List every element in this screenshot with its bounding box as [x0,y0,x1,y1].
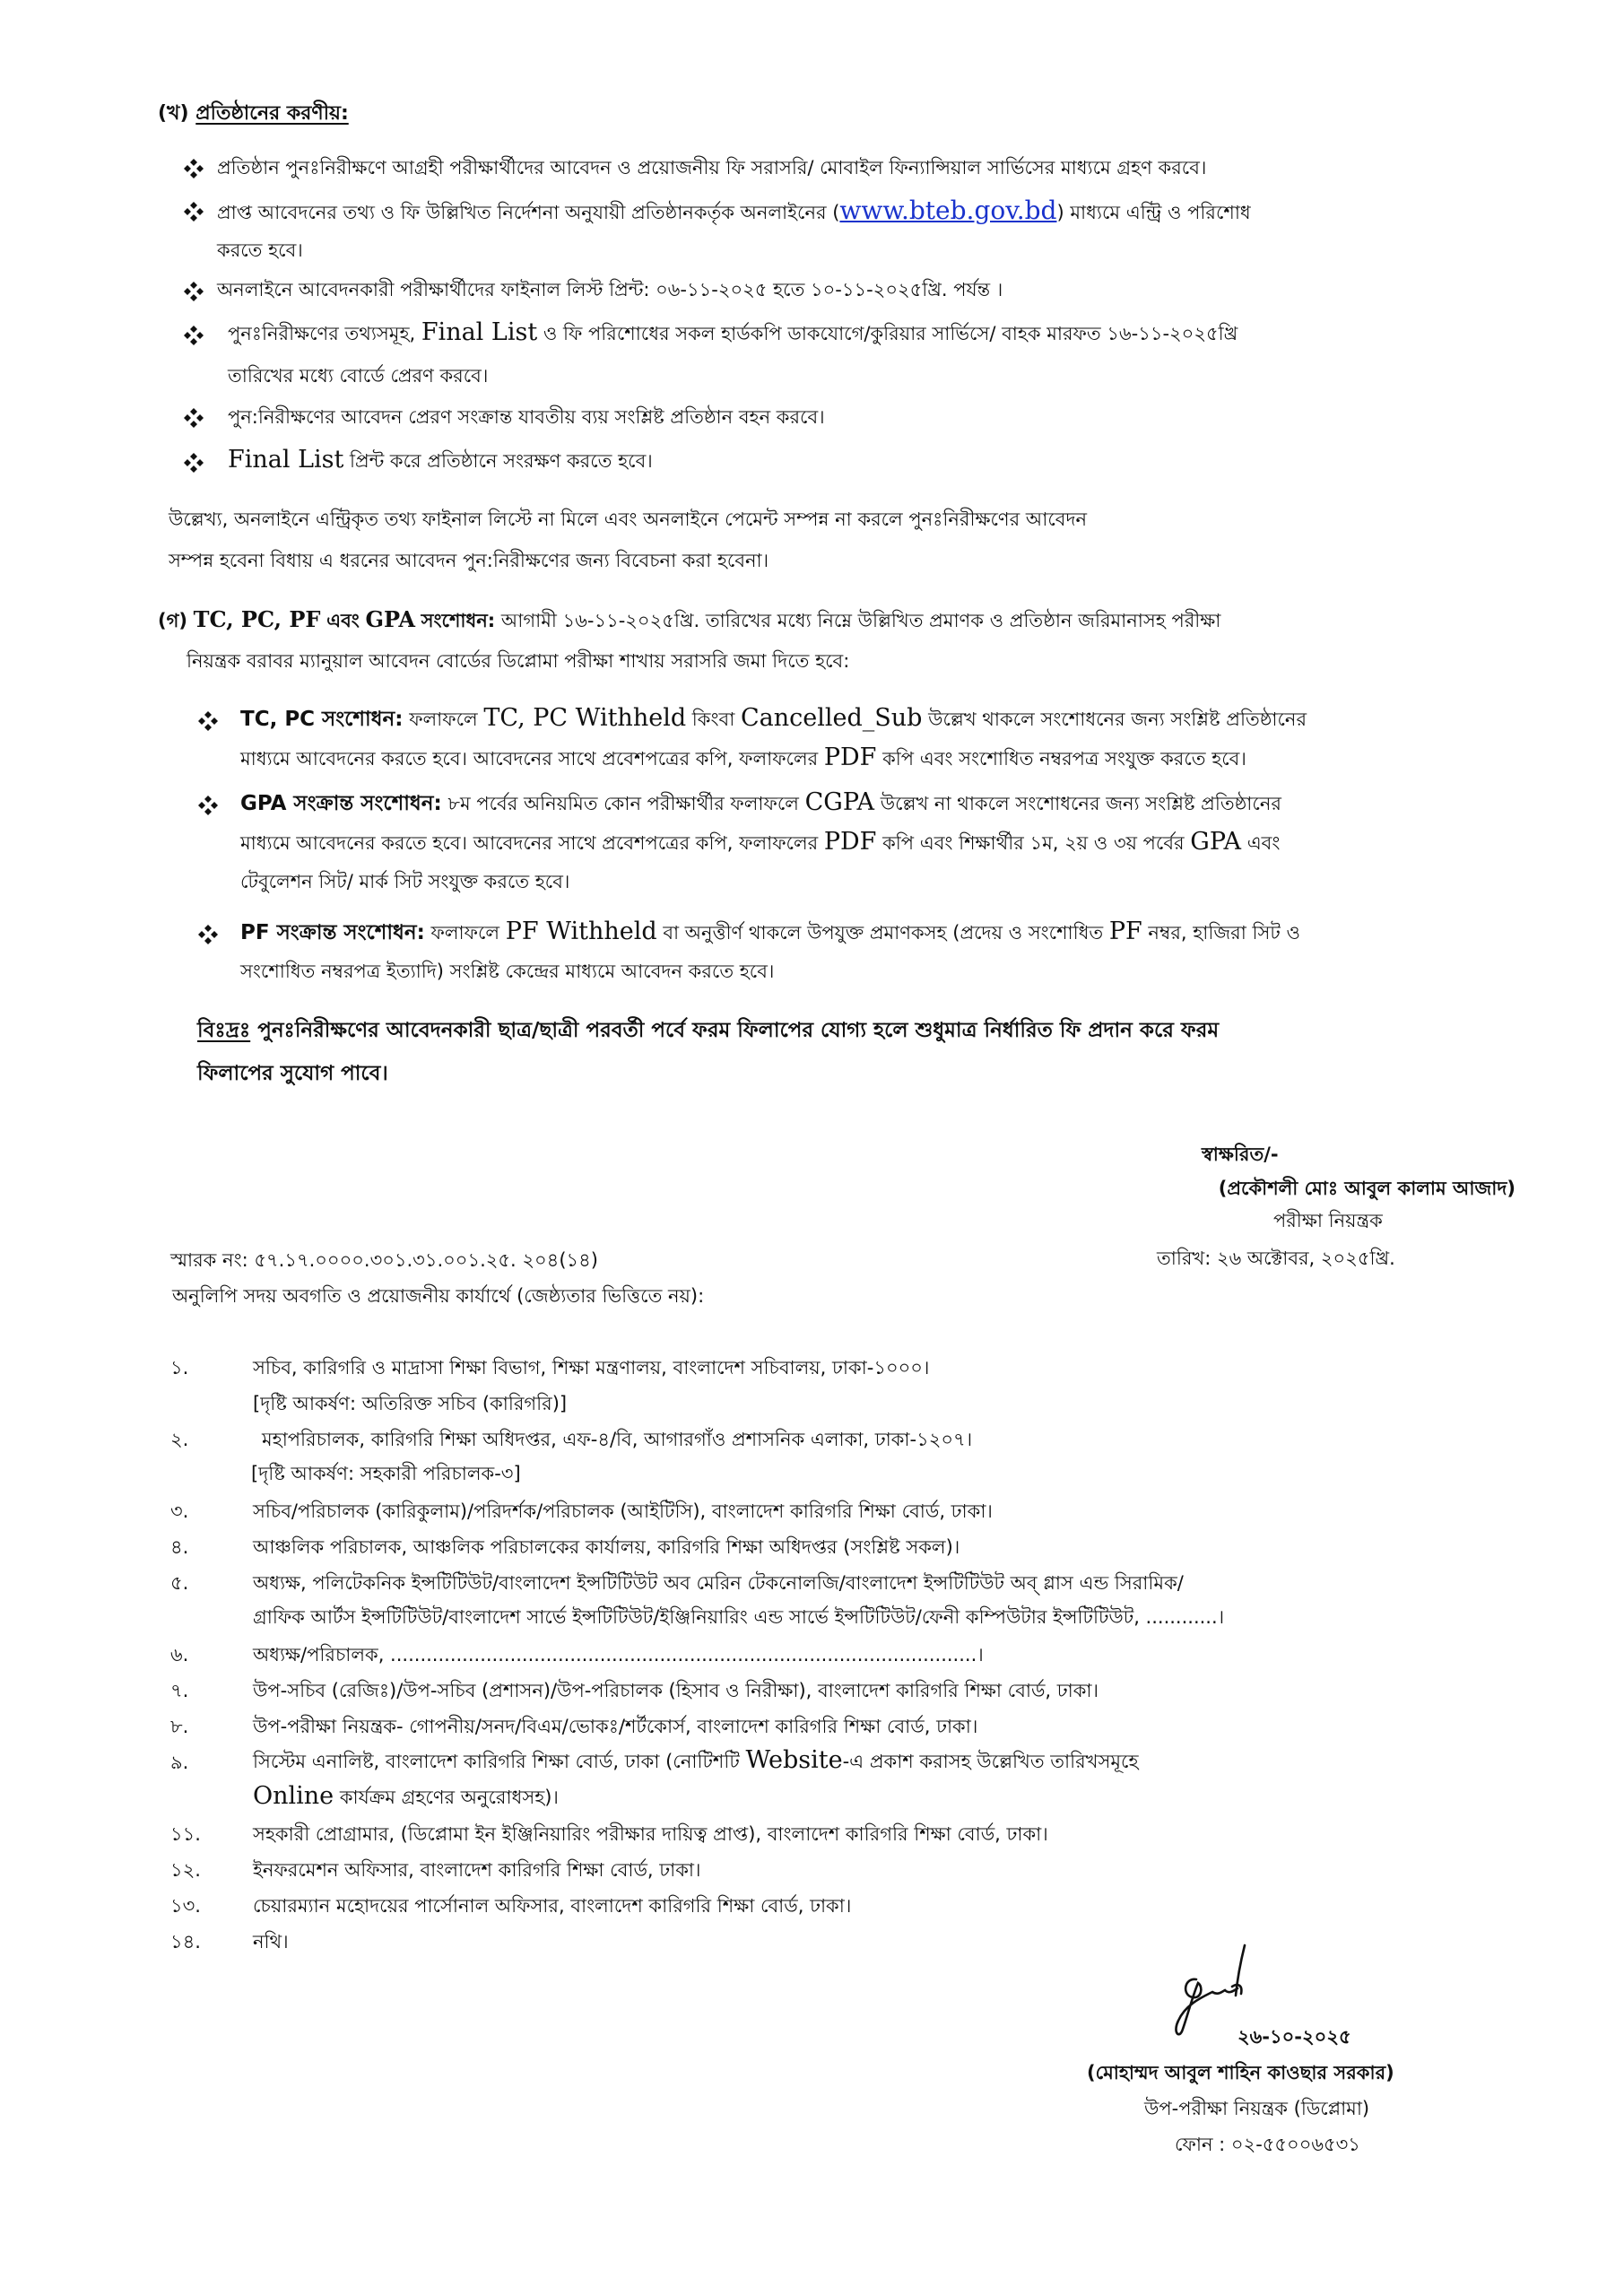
ga-item-1-line1 [240,705,1307,733]
ga-item-2-title: GPA সংক্রান্ত সংশোধন: [240,792,442,815]
ga-item-2-text: ৮ম পর্বের অনিয়মিত কোন পরীক্ষার্থীর ফলাফলে [441,793,805,814]
ga-item-3-latin: PF [1108,918,1142,945]
ga-item-3-line1 [240,918,1300,946]
list-item-text: কার্যক্রম গ্রহণের অনুরোধসহ)। [334,1787,559,1808]
section-ga-title-c: GPA [365,606,415,632]
section-ga-title-a: TC, PC, PF [193,606,321,632]
website-text: Website [745,1746,843,1774]
ga-item-2-line1 [240,789,1281,817]
signatory-1-designation: পরীক্ষা নিয়ন্ত্রক [1273,1210,1383,1231]
list-item: নথি। [253,1931,289,1952]
ga-item-2-latin: CGPA [804,788,875,816]
kha-bullet-2 [217,197,1251,226]
ga-item-2-line3: টেবুলেশন সিট/ মার্ক সিট সংযুক্ত করতে হবে। [240,871,570,892]
kha-bullet-4-text-after: ও ফি পরিশোধের সকল হার্ডকপি ডাকযোগে/কুরিয়ার সার্ভিসে/ বাহক মারফত ১৬-১১-২০২৫খ্রি [537,323,1238,344]
list-item: আঞ্চলিক পরিচালক, আঞ্চলিক পরিচালকের কার্যালয়, কারিগরি শিক্ষা অধিদপ্তর (সংশ্লিষ্ট সকল)। [253,1536,960,1558]
ga-item-1-text: মাধ্যমে আবেদনের করতে হবে। আবেদনের সাথে প্রবেশপত্রের কপি, ফলাফলের [240,748,824,770]
ga-item-2-text: মাধ্যমে আবেদনের করতে হবে। আবেদনের সাথে প্রবেশপত্রের কপি, ফলাফলের [240,832,824,854]
kha-bullet-2-text-after: ) মাধ্যমে এন্ট্রি ও পরিশোধ [1056,202,1251,223]
ga-item-1-latin: Cancelled_Sub [740,704,923,732]
diamond-bullet-icon [183,325,204,346]
list-item: মহাপরিচালক, কারিগরি শিক্ষা অধিদপ্তর, এফ-৪/বি, আগারগাঁও প্রশাসনিক এলাকা, ঢাকা-১২০৭। [262,1429,973,1450]
list-number: ৯. [170,1752,189,1773]
diamond-bullet-icon [197,795,219,816]
ga-item-2-text: এবং [1241,832,1281,854]
list-item: সচিব/পরিচালক (কারিকুলাম)/পরিদর্শক/পরিচালক (আইটিসি), বাংলাদেশ কারিগরি শিক্ষা বোর্ড, ঢাকা। [253,1500,993,1522]
list-item-line2: গ্রাফিক আর্টস ইন্সটিটিউট/বাংলাদেশ সার্ভে ইন্সটিটিউট/ইঞ্জিনিয়ারিং এন্ড সার্ভে ইন্সটিটিউট/ফেনী কম্পিউটার ইন্সটিটিউট, ............। [253,1606,1225,1628]
signatory-2-date: ২৬-১০-২০২৫ [1238,2026,1351,2048]
list-number: ৪. [170,1536,189,1558]
list-item: অধ্যক্ষ/পরিচালক, ..................................................................................................। [253,1644,984,1665]
bteb-website-link[interactable]: www.bteb.gov.bd [839,196,1057,225]
list-item-attention: [দৃষ্টি আকর্ষণ: অতিরিক্ত সচিব (কারিগরি)] [253,1393,568,1414]
list-number: ৩. [170,1500,189,1522]
list-number: ১১. [170,1823,201,1845]
list-number: ১৩. [170,1895,201,1917]
special-note-line2: ফিলাপের সুযোগ পাবে। [197,1062,388,1085]
list-item: অধ্যক্ষ, পলিটেকনিক ইন্সটিটিউট/বাংলাদেশ ইন্সটিটিউট অব মেরিন টেকনোলজি/বাংলাদেশ ইন্সটিটিউট অব্ গ্লাস এন্ড সিরামিক/ [253,1572,1184,1594]
ga-item-3-title: PF সংক্রান্ত সংশোধন: [240,921,425,944]
diamond-bullet-icon [197,710,219,732]
ga-item-2-text: কপি এবং শিক্ষার্থীর ১ম, ২য় ও ৩য় পর্বের [876,832,1191,854]
list-item-line2 [253,1783,559,1811]
list-item: ইনফরমেশন অফিসার, বাংলাদেশ কারিগরি শিক্ষা বোর্ড, ঢাকা। [253,1859,701,1881]
ga-item-3-text: বা অনুত্তীর্ণ থাকলে উপযুক্ত প্রমাণকসহ (প্রদেয় ও সংশোধিত [656,922,1109,944]
kha-bullet-6 [228,447,653,474]
kha-bullet-1: প্রতিষ্ঠান পুনঃনিরীক্ষণে আগ্রহী পরীক্ষার্থীদের আবেদন ও প্রয়োজনীয় ফি সরাসরি/ মোবাইল ফিন্যান্সিয়াল সার্ভিসের মাধ্যমে গ্রহণ করবে। [217,157,1207,178]
diamond-bullet-icon [183,407,204,429]
ga-item-3-latin: PF Withheld [505,918,657,945]
diamond-bullet-icon [183,281,204,302]
signatory-1-name: (প্রকৌশলী মোঃ আবুল কালাম আজাদ) [1218,1178,1515,1199]
list-item-text: সিস্টেম এনালিষ্ট, বাংলাদেশ কারিগরি শিক্ষা বোর্ড, ঢাকা (নোটিশটি [253,1751,746,1772]
list-item: সহকারী প্রোগ্রামার, (ডিপ্লোমা ইন ইঞ্জিনিয়ারিং পরীক্ষার দায়িত্ব প্রাপ্ত), বাংলাদেশ কারিগরি শিক্ষা বোর্ড, ঢাকা। [253,1823,1048,1845]
kha-bullet-3: অনলাইনে আবেদনকারী পরীক্ষার্থীদের ফাইনাল লিস্ট প্রিন্ট: ০৬-১১-২০২৫ হতে ১০-১১-২০২৫খ্রি. পর্যন্ত । [217,279,1003,300]
list-number: ১. [170,1357,189,1378]
list-number: ১২. [170,1859,201,1881]
section-ga-intro-1: আগামী ১৬-১১-২০২৫খ্রি. তারিখের মধ্যে নিম্নে উল্লিখিত প্রমাণক ও প্রতিষ্ঠান জরিমানাসহ পরীক্ষা [500,610,1221,631]
ga-item-2-text: উল্লেখ না থাকলে সংশোধনের জন্য সংশ্লিষ্ট প্রতিষ্ঠানের [874,793,1281,814]
diamond-bullet-icon [197,924,219,945]
ga-item-2-latin: PDF [823,828,877,856]
list-number: ৮. [170,1716,189,1737]
diamond-bullet-icon [183,158,204,179]
special-note-label: বিঃদ্রঃ [197,1019,251,1042]
signatory-1 [1103,1141,1515,1234]
section-kha-prefix: (খ) [158,102,189,125]
kha-bullet-6-text: প্রিন্ট করে প্রতিষ্ঠানে সংরক্ষণ করতে হবে। [343,450,653,472]
online-text: Online [253,1782,334,1810]
signatory-1-date: তারিখ: ২৬ অক্টোবর, ২০২৫খ্রি. [1157,1248,1395,1269]
diamond-bullet-icon [183,201,204,222]
ga-item-3-line2: সংশোধিত নম্বরপত্র ইত্যাদি) সংশ্লিষ্ট কেন্দ্রের মাধ্যমে আবেদন করতে হবে। [240,961,775,982]
list-item: উপ-সচিব (রেজিঃ)/উপ-সচিব (প্রশাসন)/উপ-পরিচালক (হিসাব ও নিরীক্ষা), বাংলাদেশ কারিগরি শিক্ষা বোর্ড, ঢাকা। [253,1680,1099,1701]
final-list-text: Final List [421,318,538,346]
ga-item-1-latin: TC, PC Withheld [483,704,687,732]
kha-bullet-4-text: পুনঃনিরীক্ষণের তথ্যসমূহ, [228,323,421,344]
kha-bullet-4-line2: তারিখের মধ্যে বোর্ডে প্রেরণ করবে। [228,365,489,387]
list-number: ১৪. [170,1931,201,1952]
list-item [253,1747,1138,1775]
list-item: সচিব, কারিগরি ও মাদ্রাসা শিক্ষা বিভাগ, শিক্ষা মন্ত্রণালয়, বাংলাদেশ সচিবালয়, ঢাকা-১০০০। [253,1357,930,1378]
signed-label: স্বাক্ষরিত/- [1202,1144,1279,1165]
signatory-2-name: (মোহাম্মদ আবুল শাহিন কাওছার সরকার) [1087,2062,1394,2083]
ga-item-1-text: উল্লেখ থাকলে সংশোধনের জন্য সংশ্লিষ্ট প্রতিষ্ঠানের [922,709,1307,730]
section-ga-title-b: এবং [326,610,360,631]
section-kha-title: প্রতিষ্ঠানের করণীয়: [195,102,349,125]
section-ga-intro-2: নিয়ন্ত্রক বরাবর ম্যানুয়াল আবেদন বোর্ডের ডিপ্লোমা পরীক্ষা শাখায় সরাসরি জমা দিতে হবে: [187,650,850,672]
list-item-attention: [দৃষ্টি আকর্ষণ: সহকারী পরিচালক-৩] [251,1463,521,1484]
diamond-bullet-icon [183,452,204,474]
kha-bullet-4 [228,319,1238,347]
kha-bullet-5: পুন:নিরীক্ষণের আবেদন প্রেরণ সংক্রান্ত যাবতীয় ব্যয় সংশ্লিষ্ট প্রতিষ্ঠান বহন করবে। [228,406,825,428]
special-note-line1 [197,1017,1219,1044]
list-number: ৭. [170,1680,189,1701]
kha-bullet-2-line2: করতে হবে। [217,239,303,261]
memo-number: স্মারক নং: ৫৭.১৭.০০০০.৩০১.৩১.০০১.২৫. ২০৪(১৪) [170,1249,598,1271]
ga-item-3-text: নম্বর, হাজিরা সিট ও [1142,922,1300,944]
special-note-text: পুনঃনিরীক্ষণের আবেদনকারী ছাত্র/ছাত্রী পরবর্তী পর্বে ফরম ফিলাপের যোগ্য হলে শুধুমাত্র নির্ধারিত ফি প্রদান করে ফরম [250,1019,1220,1042]
section-ga-prefix: (গ) [158,610,187,631]
signatory-2-designation: উপ-পরীক্ষা নিয়ন্ত্রক (ডিপ্লোমা) [1144,2098,1370,2119]
ga-item-1-title: TC, PC সংশোধন: [240,708,404,731]
list-item: চেয়ারম্যান মহোদয়ের পার্সোনাল অফিসার, বাংলাদেশ কারিগরি শিক্ষা বোর্ড, ঢাকা। [253,1895,852,1917]
section-kha-heading [158,100,349,127]
ga-item-1-latin: PDF [823,744,877,771]
kha-note-line1: উল্লেখ্য, অনলাইনে এন্ট্রিকৃত তথ্য ফাইনাল লিস্টে না মিলে এবং অনলাইনে পেমেন্ট সম্পন্ন না করলে পুনঃনিরীক্ষণের আবেদন [169,509,1088,530]
list-number: ৫. [170,1572,189,1594]
list-number: ৬. [170,1644,189,1665]
ga-item-1-text: ফলাফলে [409,709,484,730]
final-list-text: Final List [228,446,344,474]
copy-intro: অনুলিপি সদয় অবগতি ও প্রয়োজনীয় কার্যার্থে (জেষ্ঠ্যতার ভিত্তিতে নয়): [172,1285,705,1307]
ga-item-1-text: কপি এবং সংশোধিত নম্বরপত্র সংযুক্ত করতে হবে। [876,748,1246,770]
kha-bullet-2-text: প্রাপ্ত আবেদনের তথ্য ও ফি উল্লিখিত নির্দেশনা অনুযায়ী প্রতিষ্ঠানকর্তৃক অনলাইনের ( [217,202,840,223]
list-number: ২. [170,1429,189,1450]
ga-item-1-text: কিংবা [686,709,741,730]
list-item-text: -এ প্রকাশ করাসহ উল্লেখিত তারিখসমূহে [842,1751,1139,1772]
ga-item-1-line2 [240,744,1246,772]
section-ga-heading [158,606,1220,634]
ga-item-3-text: ফলাফলে [424,922,506,944]
section-ga-title-d: সংশোধন: [421,610,496,631]
kha-note-line2: সম্পন্ন হবেনা বিধায় এ ধরনের আবেদন পুন:নিরীক্ষণের জন্য বিবেচনা করা হবেনা। [169,550,769,571]
signatory-2-phone: ফোন : ০২-৫৫০০৬৫৩১ [1175,2134,1360,2155]
ga-item-2-latin: GPA [1190,828,1242,856]
list-item: উপ-পরীক্ষা নিয়ন্ত্রক- গোপনীয়/সনদ/বিএম/ভোকঃ/শর্টকোর্স, বাংলাদেশ কারিগরি শিক্ষা বোর্ড, ঢাকা। [253,1716,978,1737]
ga-item-2-line2 [240,829,1280,857]
